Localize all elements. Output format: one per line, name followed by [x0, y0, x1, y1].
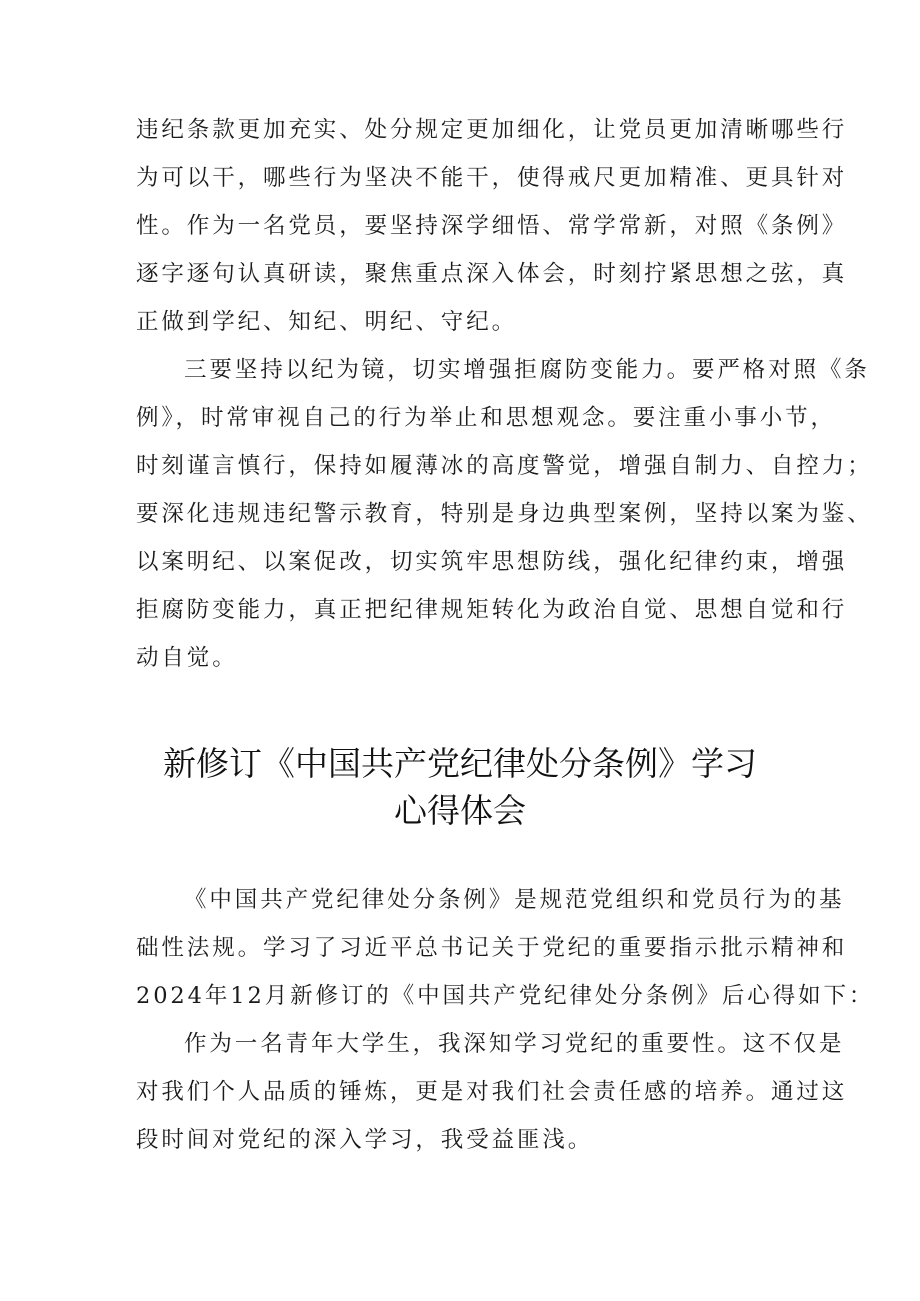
text-line: 性。作为一名党员，要坚持深学细悟、常学常新，对照《条例》	[136, 213, 848, 239]
text-line: 《中国共产党纪律处分条例》是规范党组织和党员行为的基	[184, 887, 845, 913]
text-line: 时刻谨言慎行，保持如履薄冰的高度警觉，增强自制力、自控力；	[136, 453, 873, 479]
text-line: 为可以干，哪些行为坚决不能干，使得戒尺更加精准、更具针对	[136, 165, 848, 191]
text-line: 段时间对党纪的深入学习，我受益匪浅。	[136, 1127, 594, 1153]
text-line: 例》，时常审视自己的行为举止和思想观念。要注重小事小节，	[136, 405, 836, 431]
text-line: 作为一名青年大学生，我深知学习党纪的重要性。这不仅是	[184, 1031, 845, 1057]
article-title-line-2: 心得体会	[394, 791, 526, 830]
text-line: 三要坚持以纪为镜，切实增强拒腐防变能力。要严格对照《条	[184, 357, 870, 383]
text-line: 违纪条款更加充实、处分规定更加细化，让党员更加清晰哪些行	[136, 117, 848, 143]
text-line: 础性法规。学习了习近平总书记关于党纪的重要指示批示精神和	[136, 935, 848, 961]
text-line: 拒腐防变能力，真正把纪律规矩转化为政治自觉、思想自觉和行	[136, 597, 848, 623]
text-line: 动自觉。	[136, 645, 238, 671]
text-line: 正做到学纪、知纪、明纪、守纪。	[136, 309, 518, 335]
text-line: 以案明纪、以案促改，切实筑牢思想防线，强化纪律约束，增强	[136, 549, 848, 575]
text-line: 2024年12月新修订的《中国共产党纪律处分条例》后心得如下：	[136, 983, 875, 1009]
article-title-line-1: 新修订《中国共产党纪律处分条例》学习	[163, 744, 757, 783]
text-line: 要深化违规违纪警示教育，特别是身边典型案例，坚持以案为鉴、	[136, 501, 873, 527]
text-line: 逐字逐句认真研读，聚焦重点深入体会，时刻拧紧思想之弦，真	[136, 261, 848, 287]
text-line: 对我们个人品质的锤炼，更是对我们社会责任感的培养。通过这	[136, 1079, 848, 1105]
